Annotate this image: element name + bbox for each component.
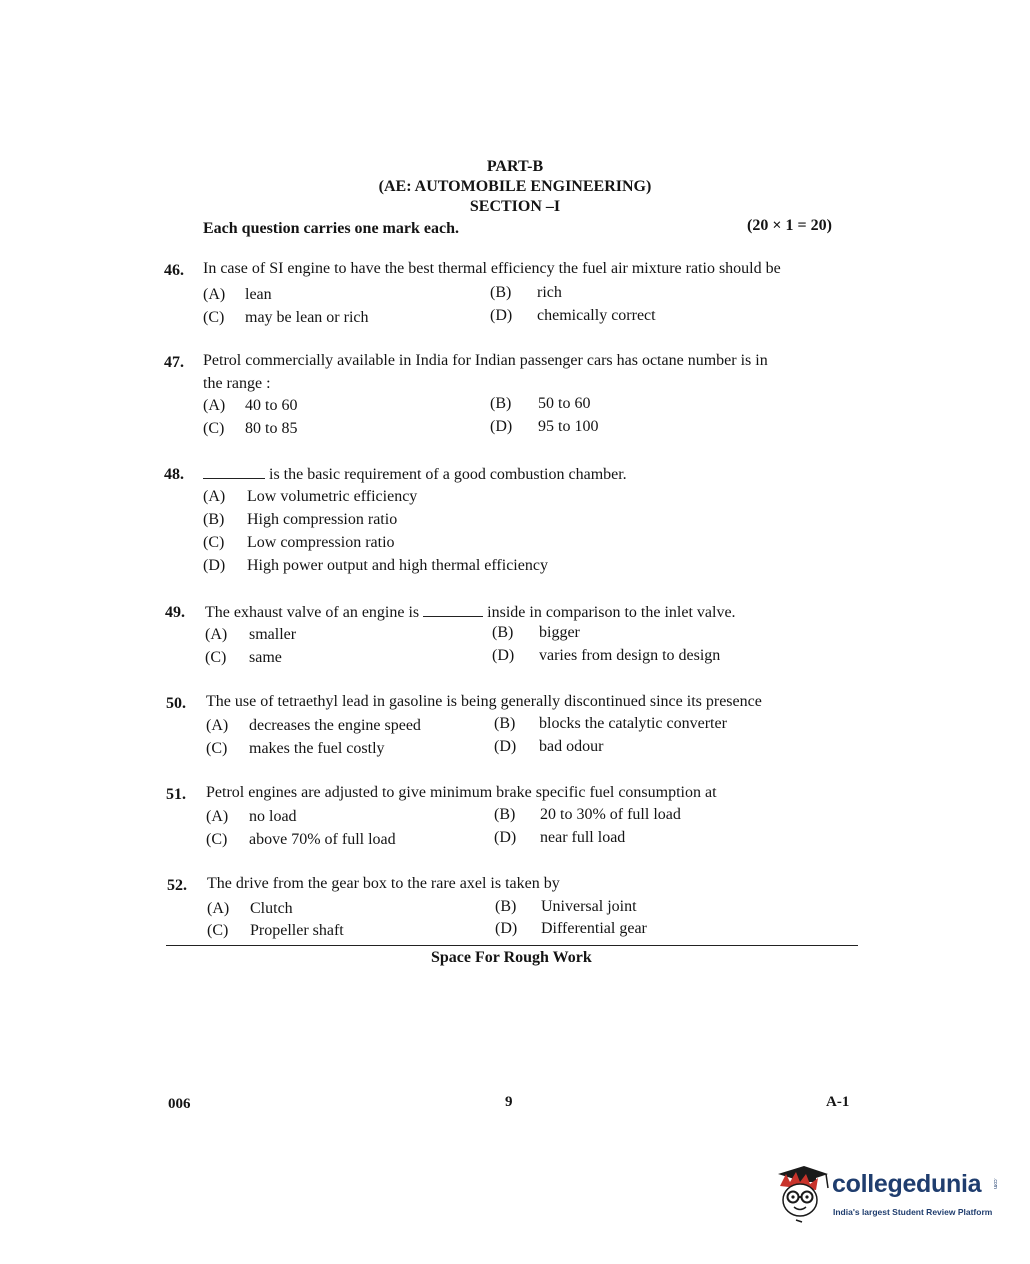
- page-number: 9: [505, 1094, 513, 1110]
- option-text: varies from design to design: [539, 647, 721, 664]
- option-label: (C): [207, 922, 229, 939]
- question-number: 47.: [164, 354, 184, 371]
- question-number: 49.: [165, 604, 185, 621]
- question-text: Petrol commercially available in India for Indian passenger cars has octane number is in: [203, 352, 768, 369]
- option-label: (A): [203, 488, 226, 505]
- option-b: [494, 715, 727, 733]
- option-a: [203, 286, 272, 304]
- option-b: [490, 284, 562, 302]
- divider-line: [166, 945, 858, 946]
- option-text: blocks the catalytic converter: [539, 715, 727, 732]
- option-c: [203, 534, 395, 552]
- option-b: [494, 806, 681, 824]
- option-d: [494, 829, 625, 847]
- option-label: (D): [492, 647, 515, 664]
- option-text: lean: [245, 286, 272, 303]
- question-text-cont: the range :: [203, 375, 271, 392]
- option-text: 95 to 100: [538, 418, 599, 435]
- option-label: (D): [203, 557, 226, 574]
- logo-tagline: India's largest Student Review Platform: [833, 1207, 993, 1217]
- collegedunia-logo: [770, 1160, 1010, 1230]
- option-label: (D): [490, 418, 513, 435]
- option-text: no load: [249, 808, 297, 825]
- option-label: (C): [206, 740, 228, 757]
- question-text: [205, 602, 736, 622]
- option-d: [490, 418, 598, 436]
- option-b: [495, 898, 637, 916]
- option-label: (D): [494, 738, 517, 755]
- option-text: High power output and high thermal efficiency: [247, 557, 548, 574]
- section-heading: SECTION –I: [469, 198, 561, 215]
- option-text: High compression ratio: [247, 511, 398, 528]
- option-text: makes the fuel costly: [249, 740, 385, 757]
- question-text: [203, 464, 627, 484]
- option-label: (A): [206, 808, 229, 825]
- option-b: [492, 624, 580, 642]
- option-label: (B): [203, 511, 225, 528]
- mascot-icon: [770, 1160, 832, 1226]
- question-text-body: is the basic requirement of a good combustion chamber.: [269, 466, 627, 483]
- option-d: [203, 557, 548, 575]
- option-label: (A): [206, 717, 229, 734]
- logo-wordmark: collegedunia: [832, 1170, 982, 1198]
- question-text: The use of tetraethyl lead in gasoline is being generally discontinued since its presence: [206, 693, 762, 710]
- option-label: (A): [203, 286, 226, 303]
- option-label: (D): [494, 829, 517, 846]
- marks-text: (20 × 1 = 20): [747, 217, 832, 234]
- question-text: Petrol engines are adjusted to give minimum brake specific fuel consumption at: [206, 784, 717, 801]
- question-number: 48.: [164, 466, 184, 483]
- answer-blank: [423, 602, 483, 617]
- footer-series: A-1: [826, 1094, 850, 1110]
- option-text: rich: [537, 284, 562, 301]
- option-d: [494, 738, 603, 756]
- logo-domain-suffix: .com: [992, 1178, 998, 1189]
- option-label: (C): [203, 534, 225, 551]
- option-label: (A): [203, 397, 226, 414]
- option-text: 20 to 30% of full load: [540, 806, 681, 823]
- option-c: [206, 740, 385, 758]
- question-text: In case of SI engine to have the best thermal efficiency the fuel air mixture ratio should be: [203, 260, 781, 277]
- question-text-part2: inside in comparison to the inlet valve.: [487, 604, 736, 621]
- option-text: Low compression ratio: [247, 534, 395, 551]
- option-label: (D): [490, 307, 513, 324]
- option-c: [203, 420, 297, 438]
- question-text-part1: The exhaust valve of an engine is: [205, 604, 420, 621]
- option-text: smaller: [249, 626, 297, 643]
- option-text: bad odour: [539, 738, 604, 755]
- instruction-text: Each question carries one mark each.: [203, 220, 459, 237]
- option-label: (C): [206, 831, 228, 848]
- option-text: Differential gear: [541, 920, 647, 937]
- option-d: [495, 920, 647, 938]
- option-label: (C): [205, 649, 227, 666]
- option-text: Propeller shaft: [250, 922, 344, 939]
- option-label: (B): [492, 624, 514, 641]
- option-b: [490, 395, 590, 413]
- option-label: (C): [203, 420, 225, 437]
- option-label: (A): [207, 900, 230, 917]
- option-text: bigger: [539, 624, 580, 641]
- option-d: [492, 647, 720, 665]
- question-number: 51.: [166, 786, 186, 803]
- option-a: [206, 717, 421, 735]
- option-text: chemically correct: [537, 307, 656, 324]
- option-c: [203, 309, 369, 327]
- question-number: 52.: [167, 877, 187, 894]
- answer-blank: [203, 464, 265, 479]
- option-text: may be lean or rich: [245, 309, 369, 326]
- option-label: (C): [203, 309, 225, 326]
- part-heading: PART-B: [486, 158, 544, 175]
- option-text: decreases the engine speed: [249, 717, 421, 734]
- option-c: [206, 831, 396, 849]
- option-a: [203, 397, 297, 415]
- option-a: [206, 808, 297, 826]
- option-label: (B): [490, 284, 512, 301]
- option-d: [490, 307, 656, 325]
- subject-heading: (AE: AUTOMOBILE ENGINEERING): [378, 178, 652, 195]
- question-number: 50.: [166, 695, 186, 712]
- option-text: Universal joint: [541, 898, 637, 915]
- footer-code: 006: [168, 1096, 191, 1112]
- option-text: Low volumetric efficiency: [247, 488, 418, 505]
- option-b: [203, 511, 397, 529]
- option-label: (D): [495, 920, 518, 937]
- option-text: above 70% of full load: [249, 831, 396, 848]
- option-c: [205, 649, 282, 667]
- option-text: 50 to 60: [538, 395, 591, 412]
- option-label: (A): [205, 626, 228, 643]
- option-text: same: [249, 649, 282, 666]
- question-text: The drive from the gear box to the rare axel is taken by: [207, 875, 560, 892]
- option-label: (B): [490, 395, 512, 412]
- option-a: [205, 626, 296, 644]
- option-text: 80 to 85: [245, 420, 298, 437]
- option-label: (B): [494, 806, 516, 823]
- option-label: (B): [494, 715, 516, 732]
- option-c: [207, 922, 344, 940]
- question-number: 46.: [164, 262, 184, 279]
- rough-work-label: Space For Rough Work: [431, 949, 592, 966]
- option-a: [207, 900, 293, 918]
- option-text: Clutch: [250, 900, 293, 917]
- option-text: near full load: [540, 829, 626, 846]
- option-a: [203, 488, 417, 506]
- option-text: 40 to 60: [245, 397, 298, 414]
- option-label: (B): [495, 898, 517, 915]
